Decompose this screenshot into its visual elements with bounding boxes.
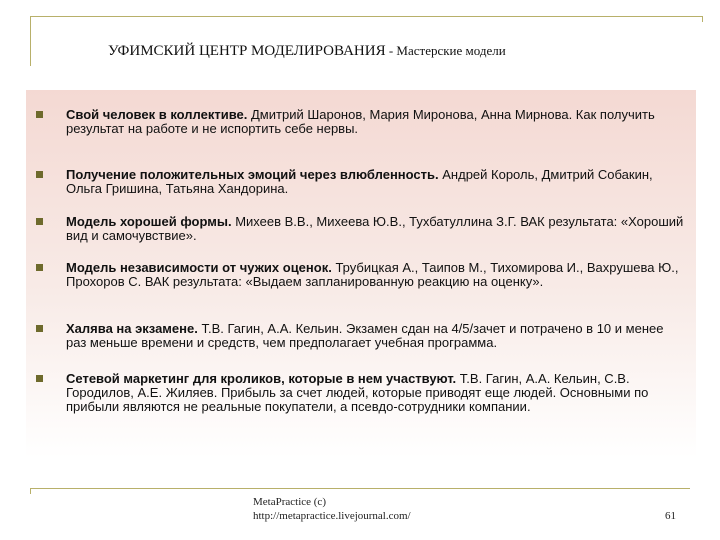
list-item — [26, 372, 696, 414]
bullet-list — [26, 108, 696, 414]
item-text: Трубицкая А., Таипов М., Тихомирова И., Вахрушева Ю., Прохоров С. ВАК результата: «Выдаем запланированную реакцию на оценку». — [66, 260, 679, 289]
footer-left-tick — [30, 488, 31, 494]
title-subtitle: - Мастерские модели — [385, 43, 506, 58]
item-text: Т.В. Гагин, А.А. Кельин. Экзамен сдан на 4/5/зачет и потрачено в 10 и менее раз меньше времени и средств, чем предполагает учебная программа. — [66, 321, 664, 350]
footer-copyright: MetaPractice (c) — [253, 496, 326, 508]
item-lead: Сетевой маркетинг для кроликов, которые в нем участвуют. — [66, 371, 457, 386]
title-main: УФИМСКИЙ ЦЕНТР МОДЕЛИРОВАНИЯ — [108, 43, 386, 59]
header-top-rule — [30, 16, 702, 17]
footer-credit — [253, 495, 411, 523]
item-lead: Халява на экзамене. — [66, 321, 198, 336]
square-bullet-icon — [36, 325, 43, 332]
page-title — [108, 43, 708, 60]
square-bullet-icon — [36, 264, 43, 271]
item-text: Михеев В.В., Михеева Ю.В., Тухбатуллина З.Г. ВАК результата: «Хороший вид и самочувствие». — [66, 214, 684, 243]
footer-url: http://metapractice.livejournal.com/ — [253, 510, 411, 522]
footer-rule — [30, 488, 690, 489]
square-bullet-icon — [36, 171, 43, 178]
item-lead: Свой человек в коллективе. — [66, 107, 248, 122]
item-lead: Модель хорошей формы. — [66, 214, 232, 229]
list-item — [26, 108, 696, 168]
list-item — [26, 322, 696, 372]
item-lead: Модель независимости от чужих оценок. — [66, 260, 332, 275]
list-item — [26, 168, 696, 215]
list-item — [26, 215, 696, 261]
square-bullet-icon — [36, 111, 43, 118]
item-text: Дмитрий Шаронов, Мария Миронова, Анна Мирнова. Как получить результат на работе и не испортить себе нервы. — [66, 107, 655, 136]
header-right-tick — [702, 16, 703, 22]
item-text: Андрей Король, Дмитрий Собакин, Ольга Гришина, Татьяна Хандорина. — [66, 167, 653, 196]
item-lead: Получение положительных эмоций через влюбленность. — [66, 167, 439, 182]
square-bullet-icon — [36, 375, 43, 382]
page-number: 61 — [665, 510, 676, 522]
item-text: Т.В. Гагин, А.А. Кельин, С.В. Городилов, А.Е. Жиляев. Прибыль за счет людей, которые приводят еще людей. Основными по прибыли являются не реальные покупатели, а псевдо-сотрудники компании. — [66, 371, 649, 414]
header-left-rule — [30, 16, 31, 66]
square-bullet-icon — [36, 218, 43, 225]
list-item — [26, 261, 696, 322]
